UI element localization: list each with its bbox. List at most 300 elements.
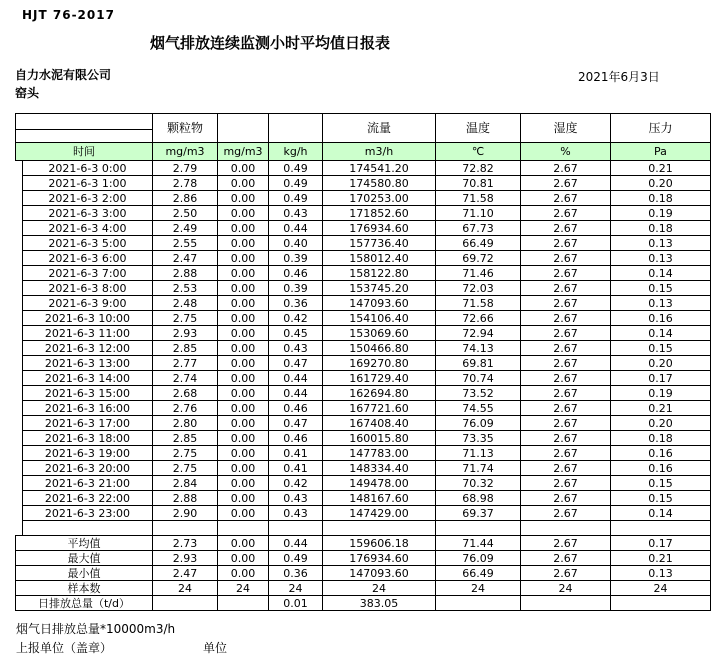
report-title: 烟气排放连续监测小时平均值日报表 <box>149 34 390 52</box>
summary-value-cell: 24 <box>436 581 521 596</box>
value-cell: 0.47 <box>269 356 323 371</box>
value-cell: 76.09 <box>436 416 521 431</box>
time-cell: 2021-6-3 6:00 <box>23 251 153 266</box>
value-cell: 0.00 <box>218 476 269 491</box>
value-cell: 2.75 <box>153 311 218 326</box>
value-cell: 2.67 <box>521 431 611 446</box>
value-cell: 2.93 <box>153 326 218 341</box>
value-cell: 0.39 <box>269 281 323 296</box>
time-cell: 2021-6-3 9:00 <box>23 296 153 311</box>
value-cell: 71.58 <box>436 191 521 206</box>
value-cell: 2.53 <box>153 281 218 296</box>
value-cell: 2.80 <box>153 416 218 431</box>
time-cell: 2021-6-3 19:00 <box>23 446 153 461</box>
table-row <box>16 491 711 506</box>
value-cell: 0.00 <box>218 266 269 281</box>
table-row <box>16 506 711 521</box>
value-cell: 0.00 <box>218 221 269 236</box>
column-header-temperature: 温度 <box>436 114 521 143</box>
value-cell: 71.74 <box>436 461 521 476</box>
empty-cell <box>611 521 711 536</box>
table-row <box>16 311 711 326</box>
value-cell: 71.10 <box>436 206 521 221</box>
time-cell: 2021-6-3 18:00 <box>23 431 153 446</box>
company-name: 自力水泥有限公司 <box>15 68 112 82</box>
value-cell: 0.00 <box>218 281 269 296</box>
summary-value-cell: 0.36 <box>269 566 323 581</box>
summary-value-cell <box>521 596 611 611</box>
value-cell: 2.67 <box>521 221 611 236</box>
summary-value-cell: 0.00 <box>218 566 269 581</box>
empty-cell <box>323 521 436 536</box>
value-cell: 2.67 <box>521 176 611 191</box>
summary-value-cell: 2.67 <box>521 566 611 581</box>
table-row <box>16 161 711 176</box>
summary-value-cell: 176934.60 <box>323 551 436 566</box>
unit-cell: m3/h <box>323 143 436 161</box>
value-cell: 71.13 <box>436 446 521 461</box>
blank-header-cell <box>269 114 323 143</box>
value-cell: 69.81 <box>436 356 521 371</box>
table-header-body <box>16 114 711 161</box>
value-cell: 0.00 <box>218 191 269 206</box>
value-cell: 2.67 <box>521 251 611 266</box>
value-cell: 72.82 <box>436 161 521 176</box>
time-cell: 2021-6-3 3:00 <box>23 206 153 221</box>
value-cell: 74.55 <box>436 401 521 416</box>
summary-label-cell: 最小值 <box>16 566 153 581</box>
table-row <box>16 416 711 431</box>
value-cell: 71.58 <box>436 296 521 311</box>
value-cell: 0.00 <box>218 356 269 371</box>
report-title-wrap <box>0 32 540 53</box>
time-column-header: 时间 <box>16 143 153 161</box>
summary-value-cell: 159606.18 <box>323 536 436 551</box>
value-cell: 0.16 <box>611 311 711 326</box>
value-cell: 0.49 <box>269 191 323 206</box>
value-cell: 2.67 <box>521 326 611 341</box>
value-cell: 0.00 <box>218 416 269 431</box>
separator-row <box>16 521 711 536</box>
value-cell: 2.85 <box>153 341 218 356</box>
value-cell: 0.00 <box>218 386 269 401</box>
value-cell: 0.13 <box>611 251 711 266</box>
blank-header-cell <box>218 114 269 143</box>
value-cell: 0.00 <box>218 461 269 476</box>
value-cell: 72.03 <box>436 281 521 296</box>
value-cell: 2.67 <box>521 476 611 491</box>
summary-value-cell: 2.67 <box>521 551 611 566</box>
value-cell: 2.50 <box>153 206 218 221</box>
row-left-spacer <box>16 281 23 296</box>
value-cell: 0.43 <box>269 506 323 521</box>
summary-value-cell: 2.67 <box>521 536 611 551</box>
value-cell: 69.72 <box>436 251 521 266</box>
value-cell: 2.67 <box>521 236 611 251</box>
summary-label-cell: 日排放总量（t/d） <box>16 596 153 611</box>
value-cell: 2.88 <box>153 491 218 506</box>
value-cell: 2.75 <box>153 461 218 476</box>
value-cell: 2.67 <box>521 356 611 371</box>
value-cell: 0.18 <box>611 221 711 236</box>
value-cell: 0.45 <box>269 326 323 341</box>
empty-cell <box>153 521 218 536</box>
column-header-pressure: 压力 <box>611 114 711 143</box>
report-unit-label: 上报单位（盖章） <box>16 641 113 655</box>
summary-row <box>16 551 711 566</box>
table-row <box>16 191 711 206</box>
value-cell: 2.90 <box>153 506 218 521</box>
summary-value-cell: 0.49 <box>269 551 323 566</box>
value-cell: 0.19 <box>611 206 711 221</box>
summary-value-cell: 24 <box>521 581 611 596</box>
value-cell: 2.55 <box>153 236 218 251</box>
value-cell: 2.67 <box>521 281 611 296</box>
summary-value-cell: 24 <box>218 581 269 596</box>
value-cell: 2.67 <box>521 191 611 206</box>
value-cell: 0.15 <box>611 476 711 491</box>
value-cell: 0.43 <box>269 206 323 221</box>
summary-label-cell: 最大值 <box>16 551 153 566</box>
value-cell: 174541.20 <box>323 161 436 176</box>
column-header-flow: 流量 <box>323 114 436 143</box>
value-cell: 2.48 <box>153 296 218 311</box>
summary-value-cell <box>611 596 711 611</box>
value-cell: 74.13 <box>436 341 521 356</box>
summary-value-cell: 24 <box>323 581 436 596</box>
row-left-spacer <box>16 341 23 356</box>
time-cell: 2021-6-3 20:00 <box>23 461 153 476</box>
value-cell: 2.68 <box>153 386 218 401</box>
value-cell: 2.78 <box>153 176 218 191</box>
summary-value-cell: 0.00 <box>218 536 269 551</box>
value-cell: 150466.80 <box>323 341 436 356</box>
value-cell: 2.86 <box>153 191 218 206</box>
table-row <box>16 236 711 251</box>
table-row <box>16 341 711 356</box>
value-cell: 0.42 <box>269 311 323 326</box>
table-row <box>16 371 711 386</box>
value-cell: 0.00 <box>218 326 269 341</box>
value-cell: 68.98 <box>436 491 521 506</box>
monitoring-data-table <box>15 113 711 611</box>
group-header-row <box>16 114 711 130</box>
table-row <box>16 251 711 266</box>
empty-cell <box>436 521 521 536</box>
value-cell: 0.39 <box>269 251 323 266</box>
value-cell: 2.47 <box>153 251 218 266</box>
table-row <box>16 296 711 311</box>
row-left-spacer <box>16 491 23 506</box>
row-left-spacer <box>16 326 23 341</box>
time-cell: 2021-6-3 7:00 <box>23 266 153 281</box>
value-cell: 0.21 <box>611 161 711 176</box>
value-cell: 167721.60 <box>323 401 436 416</box>
value-cell: 0.43 <box>269 491 323 506</box>
row-left-spacer <box>16 266 23 281</box>
table-summary-body <box>16 536 711 611</box>
value-cell: 2.67 <box>521 311 611 326</box>
value-cell: 171852.60 <box>323 206 436 221</box>
value-cell: 174580.80 <box>323 176 436 191</box>
table-row <box>16 356 711 371</box>
value-cell: 69.37 <box>436 506 521 521</box>
value-cell: 70.32 <box>436 476 521 491</box>
value-cell: 0.18 <box>611 431 711 446</box>
value-cell: 0.00 <box>218 506 269 521</box>
row-left-spacer <box>16 461 23 476</box>
value-cell: 158122.80 <box>323 266 436 281</box>
table-row <box>16 221 711 236</box>
value-cell: 170253.00 <box>323 191 436 206</box>
value-cell: 72.66 <box>436 311 521 326</box>
blank-header-cell <box>16 130 153 143</box>
value-cell: 0.20 <box>611 356 711 371</box>
value-cell: 70.81 <box>436 176 521 191</box>
summary-label-cell: 样本数 <box>16 581 153 596</box>
value-cell: 0.00 <box>218 311 269 326</box>
value-cell: 2.88 <box>153 266 218 281</box>
value-cell: 0.00 <box>218 491 269 506</box>
value-cell: 2.49 <box>153 221 218 236</box>
value-cell: 0.00 <box>218 341 269 356</box>
value-cell: 147093.60 <box>323 296 436 311</box>
summary-row <box>16 536 711 551</box>
value-cell: 0.00 <box>218 236 269 251</box>
value-cell: 153745.20 <box>323 281 436 296</box>
value-cell: 2.84 <box>153 476 218 491</box>
value-cell: 2.67 <box>521 461 611 476</box>
time-cell: 2021-6-3 17:00 <box>23 416 153 431</box>
empty-cell <box>521 521 611 536</box>
row-left-spacer <box>16 371 23 386</box>
value-cell: 73.52 <box>436 386 521 401</box>
value-cell: 160015.80 <box>323 431 436 446</box>
time-cell: 2021-6-3 15:00 <box>23 386 153 401</box>
value-cell: 0.46 <box>269 266 323 281</box>
value-cell: 0.00 <box>218 401 269 416</box>
value-cell: 154106.40 <box>323 311 436 326</box>
time-cell: 2021-6-3 0:00 <box>23 161 153 176</box>
column-header-particulate: 颗粒物 <box>153 114 218 143</box>
value-cell: 0.00 <box>218 446 269 461</box>
value-cell: 2.67 <box>521 206 611 221</box>
row-left-spacer <box>16 386 23 401</box>
value-cell: 2.67 <box>521 506 611 521</box>
summary-value-cell <box>436 596 521 611</box>
summary-value-cell: 147093.60 <box>323 566 436 581</box>
summary-value-cell: 66.49 <box>436 566 521 581</box>
empty-cell <box>23 521 153 536</box>
table-row <box>16 461 711 476</box>
value-cell: 0.15 <box>611 341 711 356</box>
time-cell: 2021-6-3 11:00 <box>23 326 153 341</box>
value-cell: 0.46 <box>269 431 323 446</box>
value-cell: 0.00 <box>218 176 269 191</box>
time-cell: 2021-6-3 10:00 <box>23 311 153 326</box>
value-cell: 2.74 <box>153 371 218 386</box>
value-cell: 0.14 <box>611 266 711 281</box>
row-left-spacer <box>16 446 23 461</box>
time-cell: 2021-6-3 1:00 <box>23 176 153 191</box>
value-cell: 147783.00 <box>323 446 436 461</box>
value-cell: 0.44 <box>269 371 323 386</box>
row-left-spacer <box>16 311 23 326</box>
time-cell: 2021-6-3 13:00 <box>23 356 153 371</box>
summary-value-cell: 0.21 <box>611 551 711 566</box>
value-cell: 0.00 <box>218 431 269 446</box>
value-cell: 2.67 <box>521 446 611 461</box>
value-cell: 0.17 <box>611 371 711 386</box>
value-cell: 157736.40 <box>323 236 436 251</box>
value-cell: 0.14 <box>611 326 711 341</box>
row-left-spacer <box>16 221 23 236</box>
summary-value-cell: 2.93 <box>153 551 218 566</box>
row-left-spacer <box>16 416 23 431</box>
value-cell: 0.46 <box>269 401 323 416</box>
value-cell: 149478.00 <box>323 476 436 491</box>
value-cell: 161729.40 <box>323 371 436 386</box>
row-left-spacer <box>16 521 23 536</box>
value-cell: 0.36 <box>269 296 323 311</box>
value-cell: 176934.60 <box>323 221 436 236</box>
blank-header-cell <box>16 114 153 130</box>
summary-value-cell: 2.73 <box>153 536 218 551</box>
summary-row <box>16 596 711 611</box>
table-row <box>16 401 711 416</box>
value-cell: 147429.00 <box>323 506 436 521</box>
time-cell: 2021-6-3 2:00 <box>23 191 153 206</box>
value-cell: 0.16 <box>611 461 711 476</box>
time-cell: 2021-6-3 4:00 <box>23 221 153 236</box>
value-cell: 2.67 <box>521 266 611 281</box>
standard-code: HJT 76-2017 <box>22 8 115 22</box>
summary-value-cell: 0.17 <box>611 536 711 551</box>
unit-cell: Pa <box>611 143 711 161</box>
value-cell: 148334.40 <box>323 461 436 476</box>
value-cell: 67.73 <box>436 221 521 236</box>
value-cell: 0.13 <box>611 236 711 251</box>
summary-value-cell: 71.44 <box>436 536 521 551</box>
value-cell: 0.14 <box>611 506 711 521</box>
row-left-spacer <box>16 431 23 446</box>
summary-value-cell: 383.05 <box>323 596 436 611</box>
unit-cell: mg/m3 <box>218 143 269 161</box>
row-left-spacer <box>16 476 23 491</box>
value-cell: 2.77 <box>153 356 218 371</box>
table-row <box>16 266 711 281</box>
row-left-spacer <box>16 206 23 221</box>
value-cell: 0.15 <box>611 491 711 506</box>
value-cell: 0.41 <box>269 461 323 476</box>
time-cell: 2021-6-3 12:00 <box>23 341 153 356</box>
summary-value-cell: 76.09 <box>436 551 521 566</box>
value-cell: 2.67 <box>521 341 611 356</box>
report-date: 2021年6月3日 <box>578 70 660 84</box>
unit-cell: ℃ <box>436 143 521 161</box>
value-cell: 2.67 <box>521 416 611 431</box>
row-left-spacer <box>16 506 23 521</box>
table-row <box>16 446 711 461</box>
empty-cell <box>269 521 323 536</box>
value-cell: 2.67 <box>521 371 611 386</box>
table-row <box>16 386 711 401</box>
table-row <box>16 206 711 221</box>
row-left-spacer <box>16 176 23 191</box>
summary-value-cell: 0.13 <box>611 566 711 581</box>
time-cell: 2021-6-3 16:00 <box>23 401 153 416</box>
row-left-spacer <box>16 251 23 266</box>
value-cell: 0.47 <box>269 416 323 431</box>
value-cell: 0.00 <box>218 251 269 266</box>
summary-label-cell: 平均值 <box>16 536 153 551</box>
row-left-spacer <box>16 161 23 176</box>
summary-row <box>16 566 711 581</box>
table-row <box>16 476 711 491</box>
value-cell: 158012.40 <box>323 251 436 266</box>
time-cell: 2021-6-3 23:00 <box>23 506 153 521</box>
time-cell: 2021-6-3 8:00 <box>23 281 153 296</box>
value-cell: 0.44 <box>269 221 323 236</box>
value-cell: 0.43 <box>269 341 323 356</box>
value-cell: 2.67 <box>521 491 611 506</box>
value-cell: 2.85 <box>153 431 218 446</box>
summary-row <box>16 581 711 596</box>
value-cell: 148167.60 <box>323 491 436 506</box>
value-cell: 2.79 <box>153 161 218 176</box>
time-cell: 2021-6-3 21:00 <box>23 476 153 491</box>
row-left-spacer <box>16 401 23 416</box>
row-left-spacer <box>16 236 23 251</box>
value-cell: 2.76 <box>153 401 218 416</box>
unit-label: 单位 <box>203 641 228 655</box>
monitoring-point: 窑头 <box>15 86 40 100</box>
value-cell: 0.21 <box>611 401 711 416</box>
value-cell: 73.35 <box>436 431 521 446</box>
flow-total-note: 烟气日排放总量*10000m3/h <box>16 622 176 636</box>
time-cell: 2021-6-3 14:00 <box>23 371 153 386</box>
value-cell: 70.74 <box>436 371 521 386</box>
value-cell: 0.15 <box>611 281 711 296</box>
value-cell: 0.20 <box>611 176 711 191</box>
value-cell: 0.13 <box>611 296 711 311</box>
table-row <box>16 431 711 446</box>
value-cell: 72.94 <box>436 326 521 341</box>
summary-value-cell: 0.01 <box>269 596 323 611</box>
value-cell: 167408.40 <box>323 416 436 431</box>
summary-value-cell: 24 <box>269 581 323 596</box>
units-row <box>16 143 711 161</box>
value-cell: 0.00 <box>218 206 269 221</box>
unit-cell: % <box>521 143 611 161</box>
summary-value-cell: 24 <box>611 581 711 596</box>
unit-cell: kg/h <box>269 143 323 161</box>
value-cell: 2.67 <box>521 161 611 176</box>
value-cell: 0.49 <box>269 161 323 176</box>
summary-value-cell: 0.00 <box>218 551 269 566</box>
value-cell: 2.67 <box>521 296 611 311</box>
value-cell: 0.41 <box>269 446 323 461</box>
value-cell: 2.75 <box>153 446 218 461</box>
table-row <box>16 176 711 191</box>
summary-value-cell: 2.47 <box>153 566 218 581</box>
value-cell: 0.44 <box>269 386 323 401</box>
value-cell: 0.00 <box>218 161 269 176</box>
unit-cell: mg/m3 <box>153 143 218 161</box>
value-cell: 0.16 <box>611 446 711 461</box>
value-cell: 2.67 <box>521 401 611 416</box>
row-left-spacer <box>16 191 23 206</box>
